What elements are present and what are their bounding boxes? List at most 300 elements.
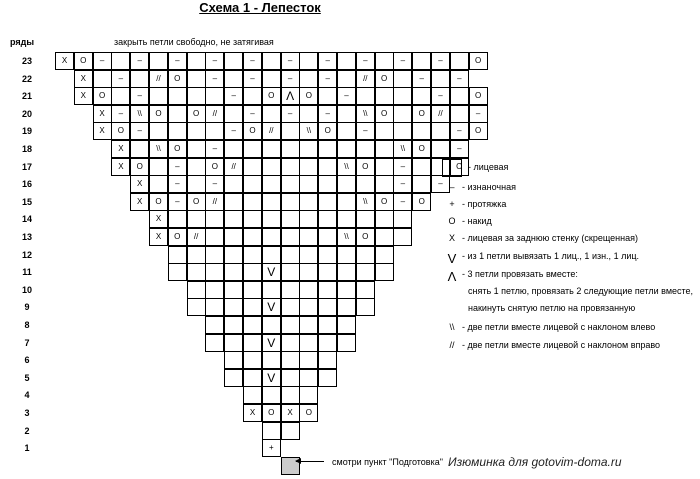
chart-cell xyxy=(168,210,187,228)
chart-cell xyxy=(281,404,300,422)
chart-cell xyxy=(243,316,262,334)
purl-dash-icon: – xyxy=(118,73,124,83)
legend-text: - накид xyxy=(462,216,492,226)
chart-cell xyxy=(299,298,318,316)
row-number: 5 xyxy=(24,372,30,383)
chart-cell xyxy=(224,87,243,105)
cross-icon: X xyxy=(118,144,124,153)
chart-cell xyxy=(281,246,300,264)
left-slant-icon: \\ xyxy=(306,126,312,136)
chart-cell xyxy=(337,105,356,123)
knit-box-icon xyxy=(442,159,462,177)
chart-cell xyxy=(262,122,281,140)
purl-dash-icon: – xyxy=(175,196,180,206)
chart-cell xyxy=(431,87,450,105)
chart-cell xyxy=(450,87,469,105)
chart-cell xyxy=(168,105,187,123)
chart-cell xyxy=(130,193,149,211)
chart-cell xyxy=(356,228,375,246)
right-slant-icon: // xyxy=(212,108,218,118)
chart-cell xyxy=(431,70,450,88)
chart-cell xyxy=(393,193,412,211)
purl-dash-icon: – xyxy=(99,56,105,65)
left-slant-icon: \\ xyxy=(449,322,455,332)
right-slant-icon: // xyxy=(363,73,368,83)
chart-cell xyxy=(224,246,243,264)
chart-cell xyxy=(281,263,300,281)
chart-cell xyxy=(337,316,356,334)
chart-cell xyxy=(299,281,318,299)
chart-cell xyxy=(55,52,74,70)
chart-cell xyxy=(337,52,356,70)
purl-dash-icon: – xyxy=(400,196,406,206)
chart-cell xyxy=(375,105,394,123)
row-number: 20 xyxy=(21,108,32,119)
chart-cell xyxy=(318,70,337,88)
cross-icon: X xyxy=(448,233,455,243)
bind-off-note: закрыть петли свободно, не затягивая xyxy=(114,37,274,47)
chart-cell xyxy=(149,87,168,105)
chart-cell xyxy=(412,70,431,88)
chart-cell xyxy=(356,122,375,140)
chart-cell xyxy=(337,263,356,281)
chart-cell xyxy=(205,263,224,281)
chart-cell xyxy=(431,140,450,158)
chart-cell xyxy=(393,70,412,88)
purl-dash-icon: – xyxy=(118,108,124,118)
chart-cell xyxy=(205,334,224,352)
chart-cell xyxy=(356,193,375,211)
chart-cell xyxy=(318,158,337,176)
chart-cell xyxy=(149,52,168,70)
chart-cell xyxy=(262,351,281,369)
legend-text: - изнаночная xyxy=(462,182,516,192)
chart-cell xyxy=(224,158,243,176)
chart-cell xyxy=(450,105,469,123)
legend-text: - протяжка xyxy=(462,199,507,209)
chart-cell xyxy=(337,70,356,88)
purl-dash-icon: – xyxy=(438,56,443,65)
row-number: 22 xyxy=(21,73,32,84)
chart-cell xyxy=(299,193,318,211)
yarn-over-icon: O xyxy=(192,196,200,206)
chart-cell xyxy=(281,105,300,123)
row-number: 15 xyxy=(21,196,32,207)
cross-icon: X xyxy=(155,214,162,224)
chart-cell xyxy=(393,210,412,228)
yarn-over-icon: O xyxy=(136,161,143,171)
chart-cell xyxy=(168,70,187,88)
right-slant-icon: // xyxy=(231,161,236,171)
chart-cell xyxy=(149,140,168,158)
chart-cell xyxy=(149,228,168,246)
chart-cell xyxy=(299,263,318,281)
chart-cell xyxy=(375,87,394,105)
row-number: 23 xyxy=(21,56,32,66)
chart-cell xyxy=(431,52,450,70)
chart-cell xyxy=(205,87,224,105)
chart-cell xyxy=(356,52,375,70)
chart-cell xyxy=(337,210,356,228)
purl-dash-icon: – xyxy=(400,179,406,189)
row-number: 19 xyxy=(21,126,32,137)
yarn-over-icon: O xyxy=(174,144,181,153)
chart-cell xyxy=(318,105,337,123)
chart-cell xyxy=(93,122,112,140)
chart-cell xyxy=(130,158,149,176)
purl-dash-icon: – xyxy=(137,56,142,65)
chart-cell xyxy=(375,158,394,176)
chart-cell xyxy=(375,70,394,88)
purl-dash-icon: – xyxy=(287,56,293,65)
chart-cell xyxy=(281,281,300,299)
row-number: 1 xyxy=(24,443,30,454)
chart-cell xyxy=(262,334,281,352)
chart-cell xyxy=(187,52,206,70)
yarn-over-icon: O xyxy=(362,161,369,171)
row-number: 18 xyxy=(21,144,32,154)
chart-cell xyxy=(262,439,281,457)
chart-cell xyxy=(318,193,337,211)
row-number: 7 xyxy=(24,337,30,348)
yarn-over-icon: O xyxy=(155,108,162,118)
chart-cell xyxy=(93,52,112,70)
chart-cell xyxy=(224,175,243,193)
legend-text: накинуть снятую петлю на провязанную xyxy=(468,303,636,313)
right-slant-icon: // xyxy=(212,196,218,206)
purl-dash-icon: – xyxy=(419,73,424,83)
chart-cell xyxy=(262,422,281,440)
chart-cell xyxy=(224,52,243,70)
chart-cell xyxy=(375,52,394,70)
decrease-lambda-icon: Λ xyxy=(286,89,295,104)
chart-cell xyxy=(412,105,431,123)
chart-cell xyxy=(337,298,356,316)
legend-text: - две петли вместе лицевой с наклоном влево xyxy=(462,322,656,332)
chart-cell xyxy=(130,52,149,70)
chart-cell xyxy=(243,175,262,193)
chart-cell xyxy=(243,351,262,369)
purl-dash-icon: – xyxy=(231,126,236,136)
chart-cell xyxy=(412,193,431,211)
purl-dash-icon: – xyxy=(287,108,293,118)
purl-dash-icon: – xyxy=(212,144,218,153)
chart-cell xyxy=(168,193,187,211)
chart-cell xyxy=(168,228,187,246)
chart-cell xyxy=(356,298,375,316)
purl-dash-icon: – xyxy=(457,73,462,83)
chart-cell xyxy=(262,52,281,70)
chart-cell xyxy=(262,246,281,264)
chart-cell xyxy=(205,246,224,264)
chart-cell xyxy=(412,175,431,193)
chart-cell xyxy=(149,105,168,123)
chart-cell xyxy=(243,70,262,88)
chart-cell xyxy=(393,228,412,246)
row-number: 12 xyxy=(21,249,32,260)
chart-cell xyxy=(281,298,300,316)
chart-cell xyxy=(243,228,262,246)
chart-cell xyxy=(431,105,450,123)
chart-cell xyxy=(205,52,224,70)
chart-cell xyxy=(243,386,262,404)
yarn-over-icon: O xyxy=(174,73,181,83)
rows-axis-label: ряды xyxy=(10,37,35,47)
chart-cell xyxy=(318,210,337,228)
chart-cell xyxy=(262,386,281,404)
chart-cell xyxy=(243,404,262,422)
chart-cell xyxy=(262,298,281,316)
yarn-over-icon: O xyxy=(174,232,181,241)
chart-cell xyxy=(337,281,356,299)
chart-cell xyxy=(281,70,300,88)
chart-cell xyxy=(187,281,206,299)
yarn-over-icon: O xyxy=(380,73,388,83)
chart-cell xyxy=(243,369,262,387)
chart-cell xyxy=(243,298,262,316)
chart-cell xyxy=(224,298,243,316)
chart-cell xyxy=(375,122,394,140)
chart-cell xyxy=(281,369,300,387)
chart-cell xyxy=(130,70,149,88)
purl-dash-icon: – xyxy=(250,108,255,118)
chart-cell xyxy=(469,105,488,123)
chart-cell xyxy=(318,351,337,369)
chart-cell xyxy=(187,70,206,88)
yarn-over-icon: O xyxy=(305,408,312,417)
cross-icon: X xyxy=(118,161,124,171)
chart-cell xyxy=(149,175,168,193)
chart-cell xyxy=(412,52,431,70)
chart-cell xyxy=(281,122,300,140)
row-number: 8 xyxy=(24,320,30,330)
right-slant-icon: // xyxy=(193,232,199,241)
purl-dash-icon: – xyxy=(325,108,330,118)
chart-cell xyxy=(243,193,262,211)
chart-cell xyxy=(168,122,187,140)
chart-cell xyxy=(224,281,243,299)
chart-cell xyxy=(187,175,206,193)
chart-cell xyxy=(337,228,356,246)
cross-icon: X xyxy=(99,108,105,118)
purl-dash-icon: – xyxy=(250,73,255,83)
row-number: 14 xyxy=(21,214,32,225)
chart-cell xyxy=(318,281,337,299)
chart-cell xyxy=(356,70,375,88)
yarn-over-icon: O xyxy=(474,56,482,65)
chart-cell xyxy=(262,263,281,281)
chart-cell xyxy=(281,334,300,352)
left-slant-icon: \\ xyxy=(400,144,406,153)
chart-cell xyxy=(149,158,168,176)
purl-dash-icon: – xyxy=(363,126,368,136)
chart-cell xyxy=(262,175,281,193)
chart-cell xyxy=(243,263,262,281)
purl-dash-icon: – xyxy=(137,91,142,101)
chart-cell xyxy=(93,87,112,105)
chart-cell xyxy=(224,122,243,140)
chart-cell xyxy=(299,158,318,176)
chart-cell xyxy=(130,105,149,123)
chart-cell xyxy=(450,70,469,88)
purl-dash-icon: – xyxy=(175,56,180,65)
cross-icon: X xyxy=(249,408,256,417)
chart-cell xyxy=(111,52,130,70)
purl-dash-icon: – xyxy=(475,108,481,118)
chart-cell xyxy=(412,140,431,158)
chart-cell xyxy=(187,122,206,140)
chart-cell xyxy=(262,158,281,176)
chart-cell xyxy=(393,140,412,158)
chart-cell xyxy=(187,140,206,158)
increase-v-icon: V xyxy=(267,300,276,315)
chart-cell xyxy=(412,87,431,105)
chart-cell xyxy=(187,263,206,281)
purl-dash-icon: – xyxy=(175,179,180,189)
purl-dash-icon: – xyxy=(250,56,255,65)
pull-through-icon: + xyxy=(449,199,455,209)
purl-dash-icon: – xyxy=(438,91,443,101)
yarn-over-icon: O xyxy=(268,408,275,417)
legend-text: снять 1 петлю, провязать 2 следующие петли вместе, xyxy=(468,286,694,296)
chart-cell xyxy=(299,210,318,228)
chart-cell xyxy=(299,369,318,387)
chart-cell xyxy=(243,246,262,264)
chart-cell xyxy=(469,122,488,140)
yarn-over-icon: O xyxy=(474,91,482,101)
chart-cell xyxy=(224,334,243,352)
chart-cell xyxy=(318,87,337,105)
chart-cell xyxy=(205,210,224,228)
chart-cell xyxy=(281,228,300,246)
chart-cell xyxy=(337,193,356,211)
yarn-over-icon: O xyxy=(211,161,218,171)
chart-cell xyxy=(168,158,187,176)
chart-cell xyxy=(262,193,281,211)
yarn-over-icon: O xyxy=(448,216,456,226)
chart-cell xyxy=(243,210,262,228)
cross-icon: X xyxy=(155,232,162,241)
chart-cell xyxy=(243,87,262,105)
chart-cell xyxy=(281,422,300,440)
yarn-over-icon: O xyxy=(456,161,463,171)
chart-cell xyxy=(375,175,394,193)
purl-dash-icon: – xyxy=(175,161,180,171)
chart-cell xyxy=(299,228,318,246)
left-slant-icon: \\ xyxy=(344,161,349,171)
chart-cell xyxy=(224,316,243,334)
chart-cell xyxy=(375,263,394,281)
chart-cell xyxy=(262,281,281,299)
chart-cell xyxy=(299,105,318,123)
chart-cell xyxy=(393,158,412,176)
chart-cell xyxy=(299,386,318,404)
chart-cell xyxy=(469,52,488,70)
cross-icon: X xyxy=(287,408,293,417)
row-number: 6 xyxy=(24,355,30,366)
chart-cell xyxy=(205,158,224,176)
yarn-over-icon: O xyxy=(324,126,331,136)
yarn-over-icon: O xyxy=(117,126,124,136)
chart-cell xyxy=(205,175,224,193)
chart-cell xyxy=(262,404,281,422)
chart-cell xyxy=(149,193,168,211)
chart-cell xyxy=(224,228,243,246)
chart-cell xyxy=(281,316,300,334)
chart-cell xyxy=(356,263,375,281)
chart-cell xyxy=(318,175,337,193)
cross-icon: X xyxy=(137,196,143,206)
chart-cell xyxy=(187,298,206,316)
cross-icon: X xyxy=(99,126,105,136)
chart-cell xyxy=(299,351,318,369)
legend-text: - из 1 петли вывязать 1 лиц., 1 изн., 1 лиц. xyxy=(462,251,640,261)
chart-cell xyxy=(224,263,243,281)
chart-cell xyxy=(224,193,243,211)
chart-cell xyxy=(168,140,187,158)
chart-cell xyxy=(450,122,469,140)
purl-dash-icon: – xyxy=(363,56,368,65)
right-slant-icon: // xyxy=(269,126,274,136)
chart-cell xyxy=(356,281,375,299)
chart-cell xyxy=(224,210,243,228)
row-number: 13 xyxy=(21,232,32,242)
chart-cell xyxy=(299,334,318,352)
chart-cell xyxy=(299,52,318,70)
chart-cell xyxy=(281,158,300,176)
chart-cell xyxy=(130,122,149,140)
purl-dash-icon: – xyxy=(137,126,142,136)
chart-cell xyxy=(450,140,469,158)
chart-cell xyxy=(318,263,337,281)
chart-cell xyxy=(356,105,375,123)
chart-cell xyxy=(111,87,130,105)
legend-text: - 3 петли провязать вместе: xyxy=(462,269,578,279)
chart-cell xyxy=(281,193,300,211)
chart-cell xyxy=(111,70,130,88)
yarn-over-icon: O xyxy=(80,56,87,65)
increase-v-icon: V xyxy=(267,265,276,280)
chart-cell xyxy=(205,122,224,140)
left-slant-icon: \\ xyxy=(156,144,161,153)
chart-cell xyxy=(281,140,300,158)
chart-cell xyxy=(356,246,375,264)
chart-cell xyxy=(375,210,394,228)
purl-dash-icon: – xyxy=(438,179,443,189)
purl-dash-icon: – xyxy=(212,73,218,83)
chart-cell xyxy=(243,52,262,70)
chart-cell xyxy=(318,316,337,334)
chart-cell xyxy=(412,158,431,176)
chart-cell xyxy=(243,140,262,158)
cross-icon: X xyxy=(61,56,68,65)
chart-cell xyxy=(281,52,300,70)
chart-cell xyxy=(318,334,337,352)
chart-cell xyxy=(262,316,281,334)
left-slant-icon: \\ xyxy=(344,232,349,241)
chart-cell xyxy=(149,210,168,228)
row-number: 3 xyxy=(24,408,30,418)
chart-cell xyxy=(224,70,243,88)
chart-cell xyxy=(111,140,130,158)
chart-cell xyxy=(74,52,93,70)
chart-cell xyxy=(224,369,243,387)
chart-cell xyxy=(281,87,300,105)
yarn-over-icon: O xyxy=(268,91,275,101)
legend-text: - две петли вместе лицевой с наклоном вправо xyxy=(462,340,661,350)
purl-dash-icon: – xyxy=(287,73,293,83)
chart-cell xyxy=(450,52,469,70)
